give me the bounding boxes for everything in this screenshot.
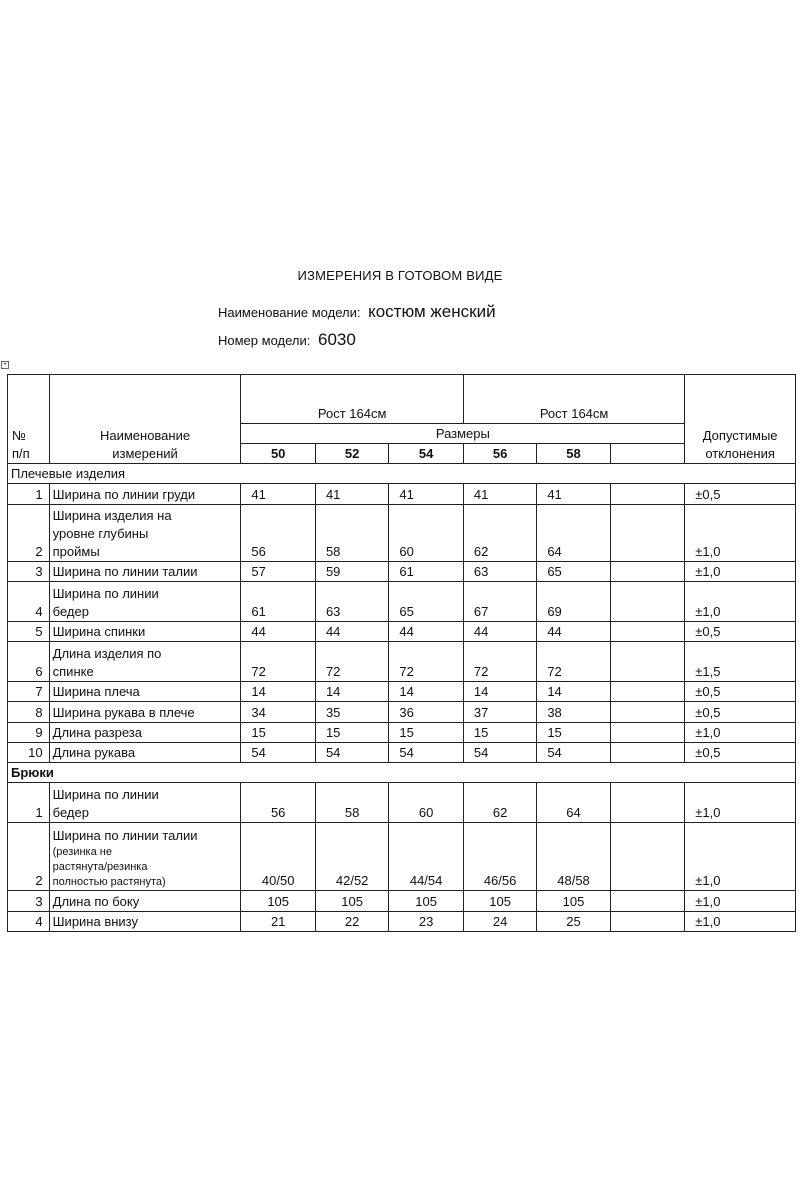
header-tolerance-line1: Допустимые xyxy=(702,428,778,443)
measurement-name-line: Ширина по линии талии xyxy=(52,828,198,843)
empty-cell xyxy=(610,743,685,763)
tolerance-value: ±1,0 xyxy=(685,783,796,823)
table-row xyxy=(8,505,796,562)
size-empty xyxy=(610,444,685,464)
size-value: 15 xyxy=(241,723,316,743)
table-row xyxy=(8,823,796,891)
measurement-name xyxy=(49,484,241,505)
size-value: 25 xyxy=(537,912,610,932)
measurement-name-line: Длина по боку xyxy=(52,894,140,909)
row-number: 8 xyxy=(8,702,50,723)
header-num-cell xyxy=(8,375,50,464)
measurement-name xyxy=(49,642,241,682)
size-50: 50 xyxy=(241,444,316,464)
header-height-group-2: Рост 164см xyxy=(463,375,684,424)
header-height-group-1: Рост 164см xyxy=(241,375,463,424)
model-number-line xyxy=(218,330,356,350)
measurement-name-line: Ширина по линии груди xyxy=(52,487,196,502)
measurement-name xyxy=(49,743,241,763)
table-row xyxy=(8,743,796,763)
size-value: 72 xyxy=(537,642,610,682)
header-row-heights xyxy=(8,375,796,424)
empty-cell xyxy=(610,642,685,682)
measurement-name-line: Ширина изделия на xyxy=(52,508,172,523)
document-title: ИЗМЕРЕНИЯ В ГОТОВОМ ВИДЕ xyxy=(297,268,503,283)
table-row xyxy=(8,723,796,743)
tolerance-value: ±1,0 xyxy=(685,562,796,582)
size-value: 44/54 xyxy=(389,823,464,891)
size-value: 14 xyxy=(537,682,610,702)
measurement-name-line: уровне глубины xyxy=(52,526,149,541)
table-row xyxy=(8,891,796,912)
measurements-table xyxy=(7,374,796,932)
measurement-note-line: растянута/резинка xyxy=(52,861,148,873)
measurement-name-line: Ширина рукава в плече xyxy=(52,705,195,720)
size-value: 41 xyxy=(315,484,388,505)
empty-cell xyxy=(610,622,685,642)
size-value: 48/58 xyxy=(537,823,610,891)
measurement-name-line: Ширина по линии xyxy=(52,586,159,601)
measurement-name-line: Длина изделия по xyxy=(52,646,162,661)
section-title: Плечевые изделия xyxy=(8,464,796,484)
row-number: 1 xyxy=(8,783,50,823)
row-number: 1 xyxy=(8,484,50,505)
section-title: Брюки xyxy=(8,763,796,783)
empty-cell xyxy=(610,682,685,702)
size-value: 105 xyxy=(463,891,536,912)
measurement-note-line: полностью растянута) xyxy=(52,876,166,888)
size-56: 56 xyxy=(463,444,536,464)
size-value: 44 xyxy=(537,622,610,642)
size-58: 58 xyxy=(537,444,610,464)
size-value: 54 xyxy=(463,743,536,763)
tolerance-value: ±1,0 xyxy=(685,505,796,562)
tolerance-value: ±0,5 xyxy=(685,682,796,702)
row-number: 6 xyxy=(8,642,50,682)
size-value: 44 xyxy=(241,622,316,642)
measurement-name xyxy=(49,702,241,723)
size-value: 67 xyxy=(463,582,536,622)
size-value: 44 xyxy=(463,622,536,642)
size-value: 44 xyxy=(315,622,388,642)
empty-cell xyxy=(610,562,685,582)
measurement-name-line: Длина рукава xyxy=(52,745,136,760)
table-row xyxy=(8,912,796,932)
size-value: 61 xyxy=(241,582,316,622)
measurement-name-line: Ширина плеча xyxy=(52,684,140,699)
size-value: 15 xyxy=(315,723,388,743)
size-54: 54 xyxy=(389,444,464,464)
size-value: 72 xyxy=(315,642,388,682)
measurement-name xyxy=(49,682,241,702)
size-value: 24 xyxy=(463,912,536,932)
size-value: 22 xyxy=(315,912,388,932)
size-value: 35 xyxy=(315,702,388,723)
measurement-note-line: (резинка не xyxy=(52,846,112,858)
model-number-value: 6030 xyxy=(317,330,356,349)
row-number: 2 xyxy=(8,505,50,562)
size-value: 21 xyxy=(241,912,316,932)
tolerance-value: ±0,5 xyxy=(685,702,796,723)
table-move-handle-icon[interactable]: + xyxy=(1,361,9,369)
header-sizes-label: Размеры xyxy=(241,424,685,444)
size-value: 60 xyxy=(389,505,464,562)
tolerance-value: ±1,0 xyxy=(685,891,796,912)
section-row xyxy=(8,464,796,484)
size-value: 15 xyxy=(389,723,464,743)
table-row xyxy=(8,484,796,505)
header-num-line1: № xyxy=(12,428,26,443)
size-value: 36 xyxy=(389,702,464,723)
measurement-name xyxy=(49,783,241,823)
measurement-name-line: Ширина спинки xyxy=(52,624,146,639)
table-row xyxy=(8,622,796,642)
measurement-name-line: Ширина внизу xyxy=(52,914,138,929)
empty-cell xyxy=(610,702,685,723)
header-tolerance-cell xyxy=(685,375,796,464)
row-number: 2 xyxy=(8,823,50,891)
model-name-line xyxy=(218,302,496,322)
measurement-name xyxy=(49,505,241,562)
size-value: 61 xyxy=(389,562,464,582)
header-tolerance-line2: отклонения xyxy=(705,446,775,461)
size-value: 23 xyxy=(389,912,464,932)
table-row xyxy=(8,642,796,682)
measurement-name-line: Длина разреза xyxy=(52,725,142,740)
measurement-name-line: спинке xyxy=(52,664,94,679)
size-value: 64 xyxy=(537,783,610,823)
size-value: 15 xyxy=(537,723,610,743)
empty-cell xyxy=(610,823,685,891)
measurement-name-line: проймы xyxy=(52,544,100,559)
table-row xyxy=(8,702,796,723)
size-value: 105 xyxy=(537,891,610,912)
row-number: 9 xyxy=(8,723,50,743)
size-value: 63 xyxy=(463,562,536,582)
header-name-line2: измерений xyxy=(112,446,178,461)
table-row xyxy=(8,582,796,622)
size-value: 42/52 xyxy=(315,823,388,891)
tolerance-value: ±0,5 xyxy=(685,622,796,642)
size-value: 14 xyxy=(241,682,316,702)
row-number: 3 xyxy=(8,562,50,582)
size-value: 60 xyxy=(389,783,464,823)
size-value: 38 xyxy=(537,702,610,723)
size-value: 64 xyxy=(537,505,610,562)
table-row xyxy=(8,682,796,702)
size-value: 105 xyxy=(389,891,464,912)
measurement-name-line: Ширина по линии талии xyxy=(52,564,198,579)
empty-cell xyxy=(610,783,685,823)
size-value: 58 xyxy=(315,505,388,562)
size-value: 72 xyxy=(241,642,316,682)
measurement-name-line: бедер xyxy=(52,604,89,619)
measurement-name xyxy=(49,891,241,912)
empty-cell xyxy=(610,723,685,743)
tolerance-value: ±1,0 xyxy=(685,912,796,932)
tolerance-value: ±1,0 xyxy=(685,823,796,891)
tolerance-value: ±0,5 xyxy=(685,743,796,763)
size-value: 41 xyxy=(389,484,464,505)
empty-cell xyxy=(610,582,685,622)
size-value: 14 xyxy=(315,682,388,702)
measurement-name xyxy=(49,582,241,622)
size-value: 72 xyxy=(389,642,464,682)
size-value: 56 xyxy=(241,783,316,823)
size-52: 52 xyxy=(315,444,388,464)
measurement-name xyxy=(49,562,241,582)
header-name-cell xyxy=(49,375,241,464)
size-value: 14 xyxy=(389,682,464,702)
measurement-name xyxy=(49,622,241,642)
size-value: 62 xyxy=(463,783,536,823)
measurement-name-line: Ширина по линии xyxy=(52,787,159,802)
size-value: 59 xyxy=(315,562,388,582)
table-row xyxy=(8,562,796,582)
size-value: 63 xyxy=(315,582,388,622)
tolerance-value: ±1,0 xyxy=(685,723,796,743)
size-value: 65 xyxy=(537,562,610,582)
row-number: 5 xyxy=(8,622,50,642)
size-value: 54 xyxy=(241,743,316,763)
size-value: 41 xyxy=(463,484,536,505)
size-value: 54 xyxy=(389,743,464,763)
size-value: 41 xyxy=(241,484,316,505)
size-value: 14 xyxy=(463,682,536,702)
size-value: 69 xyxy=(537,582,610,622)
section-row xyxy=(8,763,796,783)
size-value: 54 xyxy=(315,743,388,763)
table-row xyxy=(8,783,796,823)
size-value: 41 xyxy=(537,484,610,505)
tolerance-value: ±1,5 xyxy=(685,642,796,682)
row-number: 10 xyxy=(8,743,50,763)
size-value: 40/50 xyxy=(241,823,316,891)
size-value: 54 xyxy=(537,743,610,763)
size-value: 65 xyxy=(389,582,464,622)
header-num-line2: п/п xyxy=(12,446,30,461)
measurement-name xyxy=(49,823,241,891)
size-value: 58 xyxy=(315,783,388,823)
row-number: 4 xyxy=(8,582,50,622)
row-number: 4 xyxy=(8,912,50,932)
empty-cell xyxy=(610,484,685,505)
model-name-label: Наименование модели: xyxy=(218,305,361,320)
empty-cell xyxy=(610,891,685,912)
size-value: 56 xyxy=(241,505,316,562)
size-value: 15 xyxy=(463,723,536,743)
model-name-value: костюм женский xyxy=(368,302,496,321)
row-number: 3 xyxy=(8,891,50,912)
empty-cell xyxy=(610,912,685,932)
size-value: 105 xyxy=(241,891,316,912)
size-value: 46/56 xyxy=(463,823,536,891)
measurement-name xyxy=(49,723,241,743)
size-value: 105 xyxy=(315,891,388,912)
size-value: 34 xyxy=(241,702,316,723)
header-name-line1: Наименование xyxy=(99,428,191,443)
size-value: 62 xyxy=(463,505,536,562)
tolerance-value: ±1,0 xyxy=(685,582,796,622)
size-value: 44 xyxy=(389,622,464,642)
measurement-name xyxy=(49,912,241,932)
size-value: 72 xyxy=(463,642,536,682)
row-number: 7 xyxy=(8,682,50,702)
tolerance-value: ±0,5 xyxy=(685,484,796,505)
empty-cell xyxy=(610,505,685,562)
size-value: 37 xyxy=(463,702,536,723)
model-number-label: Номер модели: xyxy=(218,333,311,348)
size-value: 57 xyxy=(241,562,316,582)
measurement-name-line: бедер xyxy=(52,805,89,820)
